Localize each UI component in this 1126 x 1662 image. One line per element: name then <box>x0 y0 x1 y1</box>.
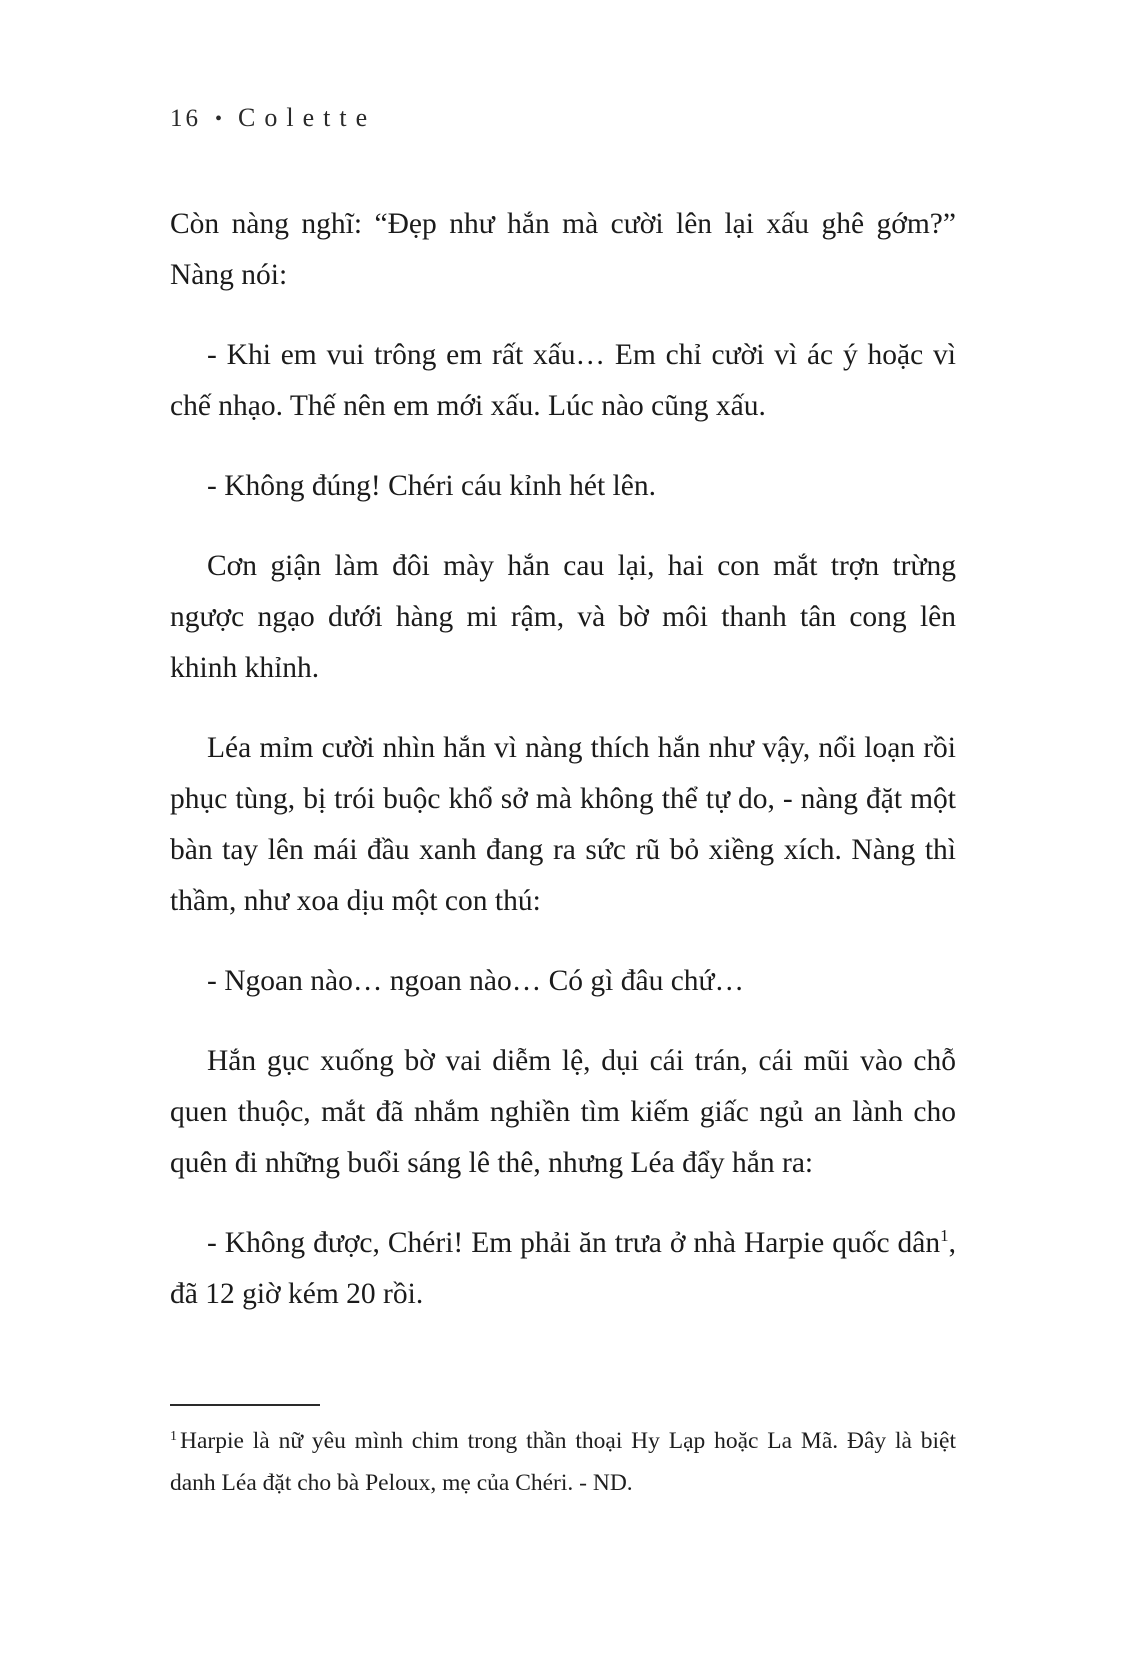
paragraph-dialogue: - Ngoan nào… ngoan nào… Có gì đâu chứ… <box>207 965 745 997</box>
paragraph-dialogue: - Không đúng! Chéri cáu kỉnh hét lên. <box>207 470 656 502</box>
paragraph-text: , đã 12 giờ kém 20 rồi. <box>170 1227 956 1310</box>
paragraph-dialogue: - Khi em vui trông em rất xấu… Em chỉ cười vì ác ý hoặc vì chế nhạo. Thế nên em mới xấu. Lúc nào cũng xấu. <box>170 339 956 422</box>
footnote-reference: 1 <box>940 1226 949 1245</box>
paragraph-text: - Không được, Chéri! Em phải ăn trưa ở nhà Harpie quốc dân <box>207 1227 941 1259</box>
paragraph-narration: Hắn gục xuống bờ vai diễm lệ, dụi cái trán, cái mũi vào chỗ quen thuộc, mắt đã nhắm nghiền tìm kiếm giấc ngủ an lành cho quên đi những buổi sáng lê thê, nhưng Léa đẩy hắn ra: <box>170 1045 956 1179</box>
paragraph-dialogue <box>170 1218 956 1320</box>
footnote-text <box>170 1420 956 1504</box>
paragraph-narration: Cơn giận làm đôi mày hắn cau lại, hai con mắt trợn trừng ngược ngạo dưới hàng mi rậm, và bờ môi thanh tân cong lên khinh khỉnh. <box>170 550 956 684</box>
footnote-body: Harpie là nữ yêu mình chim trong thần thoại Hy Lạp hoặc La Mã. Đây là biệt danh Léa đặt cho bà Peloux, mẹ của Chéri. - ND. <box>170 1428 956 1496</box>
paragraph-narration: Léa mỉm cười nhìn hắn vì nàng thích hắn như vậy, nổi loạn rồi phục tùng, bị trói buộc khổ sở mà không thể tự do, - nàng đặt một bàn tay lên mái đầu xanh đang ra sức rũ bỏ xiềng xích. Nàng thì thầm, như xoa dịu một con thú: <box>170 732 956 917</box>
page-body <box>170 199 956 1320</box>
footnote-marker: 1 <box>170 1429 177 1444</box>
footnote-divider <box>170 1404 320 1406</box>
page-header <box>170 103 956 133</box>
bullet-separator-icon: • <box>215 108 225 130</box>
page-number: 16 <box>170 105 201 132</box>
author-name: Colette <box>238 103 377 132</box>
paragraph-narration: Còn nàng nghĩ: “Đẹp như hắn mà cười lên lại xấu ghê gớm?” Nàng nói: <box>170 208 956 291</box>
footnote-section <box>170 1404 956 1504</box>
